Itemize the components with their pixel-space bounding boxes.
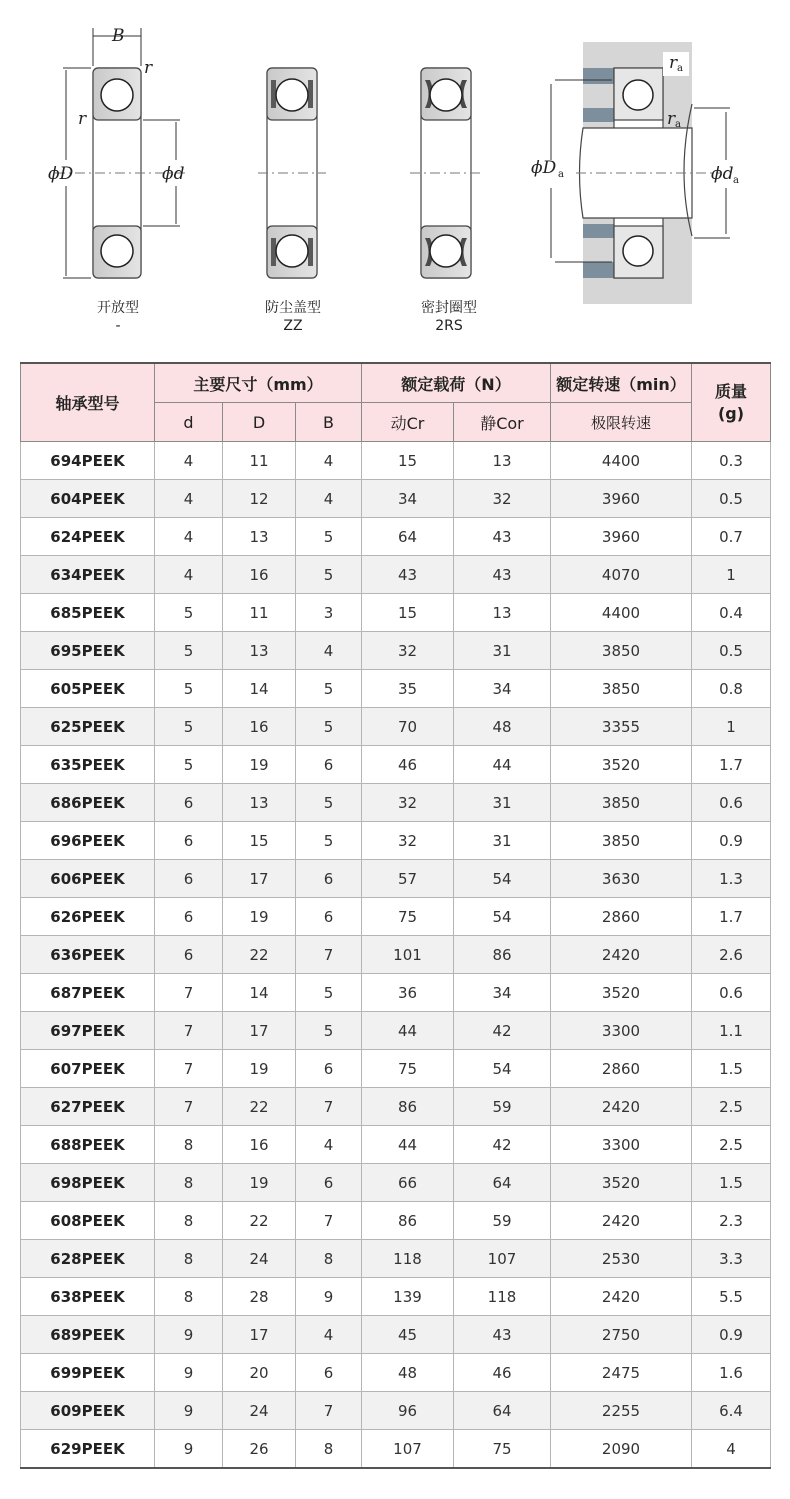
table-row xyxy=(21,1164,771,1202)
cell-outer-d: 17 xyxy=(223,860,296,898)
header-model: 轴承型号 xyxy=(21,363,155,442)
cell-model: 609PEEK xyxy=(21,1392,155,1430)
table-row xyxy=(21,1126,771,1164)
cell-outer-d: 24 xyxy=(223,1240,296,1278)
cell-limit-speed: 4400 xyxy=(551,594,692,632)
table-row xyxy=(21,1278,771,1316)
cell-cr: 64 xyxy=(362,518,454,556)
cell-cor: 44 xyxy=(454,746,551,784)
mounting-drawing xyxy=(551,42,730,304)
cell-mass: 2.5 xyxy=(692,1126,771,1164)
cell-b: 7 xyxy=(296,1202,362,1240)
cell-mass: 1.5 xyxy=(692,1164,771,1202)
table-row xyxy=(21,594,771,632)
cell-cr: 86 xyxy=(362,1088,454,1126)
cell-limit-speed: 2750 xyxy=(551,1316,692,1354)
cell-cr: 96 xyxy=(362,1392,454,1430)
cell-model: 635PEEK xyxy=(21,746,155,784)
cell-mass: 0.9 xyxy=(692,822,771,860)
table-row xyxy=(21,1430,771,1469)
cell-d: 9 xyxy=(155,1354,223,1392)
table-row xyxy=(21,632,771,670)
cell-limit-speed: 3960 xyxy=(551,518,692,556)
cell-cr: 101 xyxy=(362,936,454,974)
cell-d: 6 xyxy=(155,898,223,936)
cell-outer-d: 13 xyxy=(223,784,296,822)
r-inner-label: r xyxy=(78,109,87,129)
cell-cr: 32 xyxy=(362,632,454,670)
cell-mass: 2.3 xyxy=(692,1202,771,1240)
phi-da-outer-sub: a xyxy=(558,169,564,180)
cell-cr: 66 xyxy=(362,1164,454,1202)
cell-cr: 15 xyxy=(362,442,454,480)
cell-model: 694PEEK xyxy=(21,442,155,480)
cell-model: 636PEEK xyxy=(21,936,155,974)
ra-top-label: r xyxy=(669,53,678,73)
caption-zz-name: 防尘盖型 xyxy=(265,300,321,316)
table-row xyxy=(21,1202,771,1240)
cell-outer-d: 16 xyxy=(223,556,296,594)
cell-cr: 34 xyxy=(362,480,454,518)
table-row xyxy=(21,1240,771,1278)
cell-cor: 43 xyxy=(454,556,551,594)
cell-b: 7 xyxy=(296,936,362,974)
cell-d: 5 xyxy=(155,708,223,746)
ra-top-sub: a xyxy=(677,63,683,74)
cell-cr: 57 xyxy=(362,860,454,898)
cell-cor: 31 xyxy=(454,822,551,860)
cell-cr: 15 xyxy=(362,594,454,632)
cell-model: 687PEEK xyxy=(21,974,155,1012)
header-limit-speed: 极限转速 xyxy=(551,403,692,442)
cell-outer-d: 17 xyxy=(223,1012,296,1050)
cell-limit-speed: 3300 xyxy=(551,1126,692,1164)
header-speed: 额定转速（min） xyxy=(551,363,692,403)
phi-d-inner-label: ϕd xyxy=(162,164,185,184)
cell-cor: 59 xyxy=(454,1088,551,1126)
cell-b: 7 xyxy=(296,1088,362,1126)
bearing-spec-table xyxy=(20,362,771,1469)
cell-mass: 1 xyxy=(692,708,771,746)
cell-mass: 0.5 xyxy=(692,480,771,518)
cell-cor: 54 xyxy=(454,898,551,936)
cell-cr: 32 xyxy=(362,822,454,860)
cell-b: 5 xyxy=(296,708,362,746)
table-row xyxy=(21,1050,771,1088)
header-b: B xyxy=(296,403,362,442)
cell-outer-d: 14 xyxy=(223,974,296,1012)
cell-b: 6 xyxy=(296,1050,362,1088)
phi-d-outer-label: ϕD xyxy=(48,164,74,184)
cell-cor: 43 xyxy=(454,518,551,556)
phi-da-inner-label: ϕd xyxy=(711,164,734,184)
cell-b: 5 xyxy=(296,1012,362,1050)
cell-mass: 2.5 xyxy=(692,1088,771,1126)
cell-b: 5 xyxy=(296,784,362,822)
header-d: d xyxy=(155,403,223,442)
ra-mid-label: r xyxy=(667,109,676,129)
cell-d: 8 xyxy=(155,1126,223,1164)
cell-outer-d: 11 xyxy=(223,442,296,480)
ra-mid-sub: a xyxy=(675,119,681,130)
cell-cor: 118 xyxy=(454,1278,551,1316)
table-row xyxy=(21,670,771,708)
cell-model: 625PEEK xyxy=(21,708,155,746)
cell-b: 6 xyxy=(296,1164,362,1202)
b-label: B xyxy=(112,26,125,46)
cell-cor: 107 xyxy=(454,1240,551,1278)
table-row xyxy=(21,1088,771,1126)
cell-mass: 4 xyxy=(692,1430,771,1469)
cell-cr: 44 xyxy=(362,1012,454,1050)
cell-limit-speed: 2420 xyxy=(551,1278,692,1316)
cell-outer-d: 19 xyxy=(223,746,296,784)
cell-outer-d: 22 xyxy=(223,1088,296,1126)
cell-model: 696PEEK xyxy=(21,822,155,860)
table-row xyxy=(21,518,771,556)
header-cr: 动Cr xyxy=(362,403,454,442)
cell-limit-speed: 3850 xyxy=(551,670,692,708)
cell-mass: 1.5 xyxy=(692,1050,771,1088)
cell-model: 697PEEK xyxy=(21,1012,155,1050)
cell-mass: 0.9 xyxy=(692,1316,771,1354)
cell-cor: 54 xyxy=(454,1050,551,1088)
cell-d: 8 xyxy=(155,1278,223,1316)
table-row xyxy=(21,1316,771,1354)
cell-cr: 45 xyxy=(362,1316,454,1354)
cell-model: 608PEEK xyxy=(21,1202,155,1240)
cell-b: 5 xyxy=(296,670,362,708)
cell-d: 9 xyxy=(155,1316,223,1354)
cell-cor: 48 xyxy=(454,708,551,746)
cell-outer-d: 13 xyxy=(223,632,296,670)
cell-outer-d: 22 xyxy=(223,1202,296,1240)
zz-bearing-drawing xyxy=(258,68,326,278)
cell-outer-d: 19 xyxy=(223,1050,296,1088)
header-cor: 静Cor xyxy=(454,403,551,442)
cell-limit-speed: 2860 xyxy=(551,1050,692,1088)
cell-d: 4 xyxy=(155,518,223,556)
cell-d: 6 xyxy=(155,784,223,822)
cell-outer-d: 20 xyxy=(223,1354,296,1392)
cell-outer-d: 14 xyxy=(223,670,296,708)
cell-mass: 5.5 xyxy=(692,1278,771,1316)
cell-cor: 59 xyxy=(454,1202,551,1240)
cell-b: 5 xyxy=(296,556,362,594)
cell-b: 6 xyxy=(296,1354,362,1392)
cell-cr: 43 xyxy=(362,556,454,594)
cell-mass: 6.4 xyxy=(692,1392,771,1430)
cell-model: 629PEEK xyxy=(21,1430,155,1469)
cell-cr: 44 xyxy=(362,1126,454,1164)
cell-outer-d: 19 xyxy=(223,898,296,936)
table-row xyxy=(21,1012,771,1050)
cell-cor: 32 xyxy=(454,480,551,518)
cell-b: 4 xyxy=(296,442,362,480)
cell-cor: 31 xyxy=(454,632,551,670)
caption-zz xyxy=(243,299,343,335)
cell-mass: 1.1 xyxy=(692,1012,771,1050)
cell-b: 7 xyxy=(296,1392,362,1430)
2rs-bearing-drawing xyxy=(410,68,482,278)
table-row xyxy=(21,1354,771,1392)
table-row xyxy=(21,708,771,746)
cell-limit-speed: 2255 xyxy=(551,1392,692,1430)
cell-mass: 3.3 xyxy=(692,1240,771,1278)
cell-model: 699PEEK xyxy=(21,1354,155,1392)
cell-cr: 75 xyxy=(362,898,454,936)
cell-b: 8 xyxy=(296,1430,362,1469)
cell-outer-d: 22 xyxy=(223,936,296,974)
cell-cr: 48 xyxy=(362,1354,454,1392)
cell-cor: 64 xyxy=(454,1392,551,1430)
cell-b: 4 xyxy=(296,632,362,670)
cell-b: 5 xyxy=(296,974,362,1012)
cell-cor: 54 xyxy=(454,860,551,898)
cell-model: 689PEEK xyxy=(21,1316,155,1354)
cell-model: 628PEEK xyxy=(21,1240,155,1278)
caption-2rs xyxy=(399,299,499,335)
cell-model: 688PEEK xyxy=(21,1126,155,1164)
cell-d: 5 xyxy=(155,670,223,708)
cell-d: 7 xyxy=(155,1050,223,1088)
cell-model: 605PEEK xyxy=(21,670,155,708)
cell-mass: 0.8 xyxy=(692,670,771,708)
cell-b: 6 xyxy=(296,898,362,936)
cell-cr: 118 xyxy=(362,1240,454,1278)
header-mass: 质量 (g) xyxy=(692,363,771,442)
cell-mass: 0.5 xyxy=(692,632,771,670)
cell-mass: 0.6 xyxy=(692,784,771,822)
r-outer-label: r xyxy=(144,58,153,78)
cell-limit-speed: 2860 xyxy=(551,898,692,936)
cell-model: 604PEEK xyxy=(21,480,155,518)
cell-limit-speed: 3850 xyxy=(551,822,692,860)
cell-outer-d: 16 xyxy=(223,708,296,746)
cell-cor: 75 xyxy=(454,1430,551,1469)
cell-model: 626PEEK xyxy=(21,898,155,936)
cell-cr: 107 xyxy=(362,1430,454,1469)
cell-d: 5 xyxy=(155,632,223,670)
caption-open xyxy=(68,299,168,335)
cell-cor: 13 xyxy=(454,594,551,632)
cell-model: 634PEEK xyxy=(21,556,155,594)
cell-limit-speed: 4070 xyxy=(551,556,692,594)
cell-mass: 2.6 xyxy=(692,936,771,974)
cell-d: 7 xyxy=(155,1012,223,1050)
cell-d: 8 xyxy=(155,1240,223,1278)
cell-mass: 0.7 xyxy=(692,518,771,556)
cell-cr: 36 xyxy=(362,974,454,1012)
cell-cor: 86 xyxy=(454,936,551,974)
cell-b: 4 xyxy=(296,1316,362,1354)
cell-model: 685PEEK xyxy=(21,594,155,632)
table-row xyxy=(21,556,771,594)
cell-mass: 1.7 xyxy=(692,746,771,784)
cell-d: 4 xyxy=(155,480,223,518)
cell-outer-d: 12 xyxy=(223,480,296,518)
cell-model: 607PEEK xyxy=(21,1050,155,1088)
table-row xyxy=(21,1392,771,1430)
cell-cr: 35 xyxy=(362,670,454,708)
caption-2rs-name: 密封圈型 xyxy=(421,300,477,316)
cell-limit-speed: 3520 xyxy=(551,1164,692,1202)
cell-d: 6 xyxy=(155,822,223,860)
caption-open-name: 开放型 xyxy=(97,300,139,316)
cell-model: 606PEEK xyxy=(21,860,155,898)
cell-limit-speed: 2530 xyxy=(551,1240,692,1278)
cell-outer-d: 19 xyxy=(223,1164,296,1202)
table-row xyxy=(21,480,771,518)
cell-d: 4 xyxy=(155,556,223,594)
cell-cor: 13 xyxy=(454,442,551,480)
cell-limit-speed: 3850 xyxy=(551,784,692,822)
bearing-diagrams xyxy=(0,0,790,350)
cell-limit-speed: 3960 xyxy=(551,480,692,518)
cell-outer-d: 16 xyxy=(223,1126,296,1164)
cell-cr: 46 xyxy=(362,746,454,784)
table-body xyxy=(21,442,771,1469)
cell-b: 9 xyxy=(296,1278,362,1316)
cell-limit-speed: 3355 xyxy=(551,708,692,746)
cell-limit-speed: 2420 xyxy=(551,1088,692,1126)
cell-d: 4 xyxy=(155,442,223,480)
cell-cr: 70 xyxy=(362,708,454,746)
cell-mass: 0.3 xyxy=(692,442,771,480)
cell-outer-d: 17 xyxy=(223,1316,296,1354)
cell-limit-speed: 2420 xyxy=(551,1202,692,1240)
cell-cor: 42 xyxy=(454,1126,551,1164)
table-row xyxy=(21,974,771,1012)
cell-cor: 64 xyxy=(454,1164,551,1202)
caption-2rs-code: 2RS xyxy=(435,318,463,334)
cell-outer-d: 11 xyxy=(223,594,296,632)
header-dims: 主要尺寸（mm） xyxy=(155,363,362,403)
header-load: 额定载荷（N） xyxy=(362,363,551,403)
cell-mass: 1.6 xyxy=(692,1354,771,1392)
table-row xyxy=(21,784,771,822)
cell-b: 6 xyxy=(296,746,362,784)
cell-b: 3 xyxy=(296,594,362,632)
cell-b: 4 xyxy=(296,1126,362,1164)
cell-b: 5 xyxy=(296,822,362,860)
cell-limit-speed: 3520 xyxy=(551,746,692,784)
cell-limit-speed: 2475 xyxy=(551,1354,692,1392)
cell-d: 5 xyxy=(155,594,223,632)
cell-cr: 75 xyxy=(362,1050,454,1088)
open-bearing-drawing xyxy=(55,28,185,278)
cell-model: 695PEEK xyxy=(21,632,155,670)
cell-mass: 0.4 xyxy=(692,594,771,632)
phi-da-outer-label: ϕD xyxy=(531,158,557,178)
cell-cor: 31 xyxy=(454,784,551,822)
cell-outer-d: 26 xyxy=(223,1430,296,1469)
cell-limit-speed: 2420 xyxy=(551,936,692,974)
cell-cor: 34 xyxy=(454,974,551,1012)
cell-cor: 34 xyxy=(454,670,551,708)
phi-da-inner-sub: a xyxy=(733,175,739,186)
cell-d: 8 xyxy=(155,1164,223,1202)
table-row xyxy=(21,746,771,784)
cell-cr: 139 xyxy=(362,1278,454,1316)
table-row xyxy=(21,936,771,974)
caption-zz-code: ZZ xyxy=(283,318,303,334)
cell-d: 6 xyxy=(155,860,223,898)
cell-mass: 1 xyxy=(692,556,771,594)
cell-b: 6 xyxy=(296,860,362,898)
cell-mass: 1.7 xyxy=(692,898,771,936)
header-outer-d: D xyxy=(223,403,296,442)
table-row xyxy=(21,860,771,898)
cell-d: 6 xyxy=(155,936,223,974)
cell-b: 5 xyxy=(296,518,362,556)
cell-model: 686PEEK xyxy=(21,784,155,822)
cell-d: 8 xyxy=(155,1202,223,1240)
cell-mass: 0.6 xyxy=(692,974,771,1012)
cell-outer-d: 24 xyxy=(223,1392,296,1430)
cell-limit-speed: 3850 xyxy=(551,632,692,670)
cell-limit-speed: 3520 xyxy=(551,974,692,1012)
cell-cr: 32 xyxy=(362,784,454,822)
cell-b: 4 xyxy=(296,480,362,518)
cell-cr: 86 xyxy=(362,1202,454,1240)
cell-cor: 42 xyxy=(454,1012,551,1050)
cell-model: 627PEEK xyxy=(21,1088,155,1126)
cell-limit-speed: 3630 xyxy=(551,860,692,898)
cell-model: 698PEEK xyxy=(21,1164,155,1202)
bearing-drawings xyxy=(0,0,790,350)
cell-limit-speed: 4400 xyxy=(551,442,692,480)
table-row xyxy=(21,442,771,480)
cell-b: 8 xyxy=(296,1240,362,1278)
cell-outer-d: 28 xyxy=(223,1278,296,1316)
cell-outer-d: 15 xyxy=(223,822,296,860)
cell-limit-speed: 2090 xyxy=(551,1430,692,1469)
cell-d: 9 xyxy=(155,1430,223,1469)
cell-d: 7 xyxy=(155,1088,223,1126)
table-row xyxy=(21,822,771,860)
table-row xyxy=(21,898,771,936)
cell-d: 9 xyxy=(155,1392,223,1430)
cell-limit-speed: 3300 xyxy=(551,1012,692,1050)
cell-mass: 1.3 xyxy=(692,860,771,898)
cell-d: 5 xyxy=(155,746,223,784)
cell-d: 7 xyxy=(155,974,223,1012)
cell-model: 638PEEK xyxy=(21,1278,155,1316)
cell-model: 624PEEK xyxy=(21,518,155,556)
caption-open-code: - xyxy=(115,318,121,334)
cell-outer-d: 13 xyxy=(223,518,296,556)
cell-cor: 43 xyxy=(454,1316,551,1354)
cell-cor: 46 xyxy=(454,1354,551,1392)
